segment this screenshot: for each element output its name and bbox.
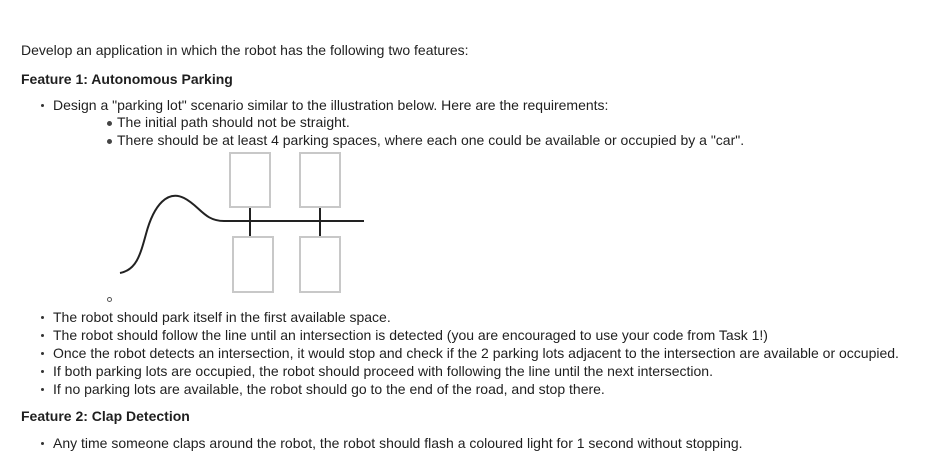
parking-space-top-1 (230, 153, 270, 207)
requirement-text: There should be at least 4 parking spaces, where each one could be available or occupied by a "car". (117, 132, 745, 148)
bullet-icon (41, 316, 44, 319)
bullet-icon (41, 352, 44, 355)
empty-circle-bullet-icon (107, 297, 112, 302)
figure-list-item (53, 150, 926, 308)
bullet-icon (41, 442, 44, 445)
list-item (21, 309, 926, 326)
list-item (21, 363, 926, 380)
feature1-list (21, 97, 926, 398)
bullet-icon (41, 388, 44, 391)
parking-space-top-2 (300, 153, 340, 207)
feature1-heading: Feature 1: Autonomous Parking (21, 71, 233, 87)
list-item (21, 345, 926, 362)
parking-space-bottom-2 (300, 237, 340, 292)
list-item (53, 114, 926, 131)
circle-bullet-icon (107, 121, 112, 126)
item-text: Any time someone claps around the robot, the robot should flash a coloured light for 1 second without stopping. (53, 435, 743, 451)
circle-bullet-icon (107, 139, 112, 144)
intro-text: Develop an application in which the robot has the following two features: (21, 42, 469, 58)
requirements-list (53, 114, 926, 308)
list-item (53, 132, 926, 149)
bullet-icon (41, 334, 44, 337)
list-item (21, 435, 926, 452)
design-item-text: Design a "parking lot" scenario similar to the illustration below. Here are the requirements: (53, 97, 609, 113)
bullet-icon (41, 370, 44, 373)
bullet-icon (41, 104, 44, 107)
item-text: If both parking lots are occupied, the robot should proceed with following the line until the next intersection. (53, 363, 713, 379)
list-item (21, 97, 926, 308)
parking-lot-diagram-icon (116, 152, 366, 294)
feature2-list (21, 435, 926, 452)
list-item (21, 381, 926, 398)
item-text: Once the robot detects an intersection, it would stop and check if the 2 parking lots adjacent to the intersection are available or occupied. (53, 345, 899, 361)
parking-space-bottom-1 (233, 237, 273, 292)
requirement-text: The initial path should not be straight. (117, 114, 350, 130)
assignment-document (21, 41, 926, 453)
item-text: The robot should follow the line until an intersection is detected (you are encouraged to use your code from Task 1!) (53, 327, 768, 343)
feature2-heading: Feature 2: Clap Detection (21, 408, 190, 424)
item-text: If no parking lots are available, the robot should go to the end of the road, and stop there. (53, 381, 605, 397)
list-item (21, 327, 926, 344)
item-text: The robot should park itself in the first available space. (53, 309, 391, 325)
